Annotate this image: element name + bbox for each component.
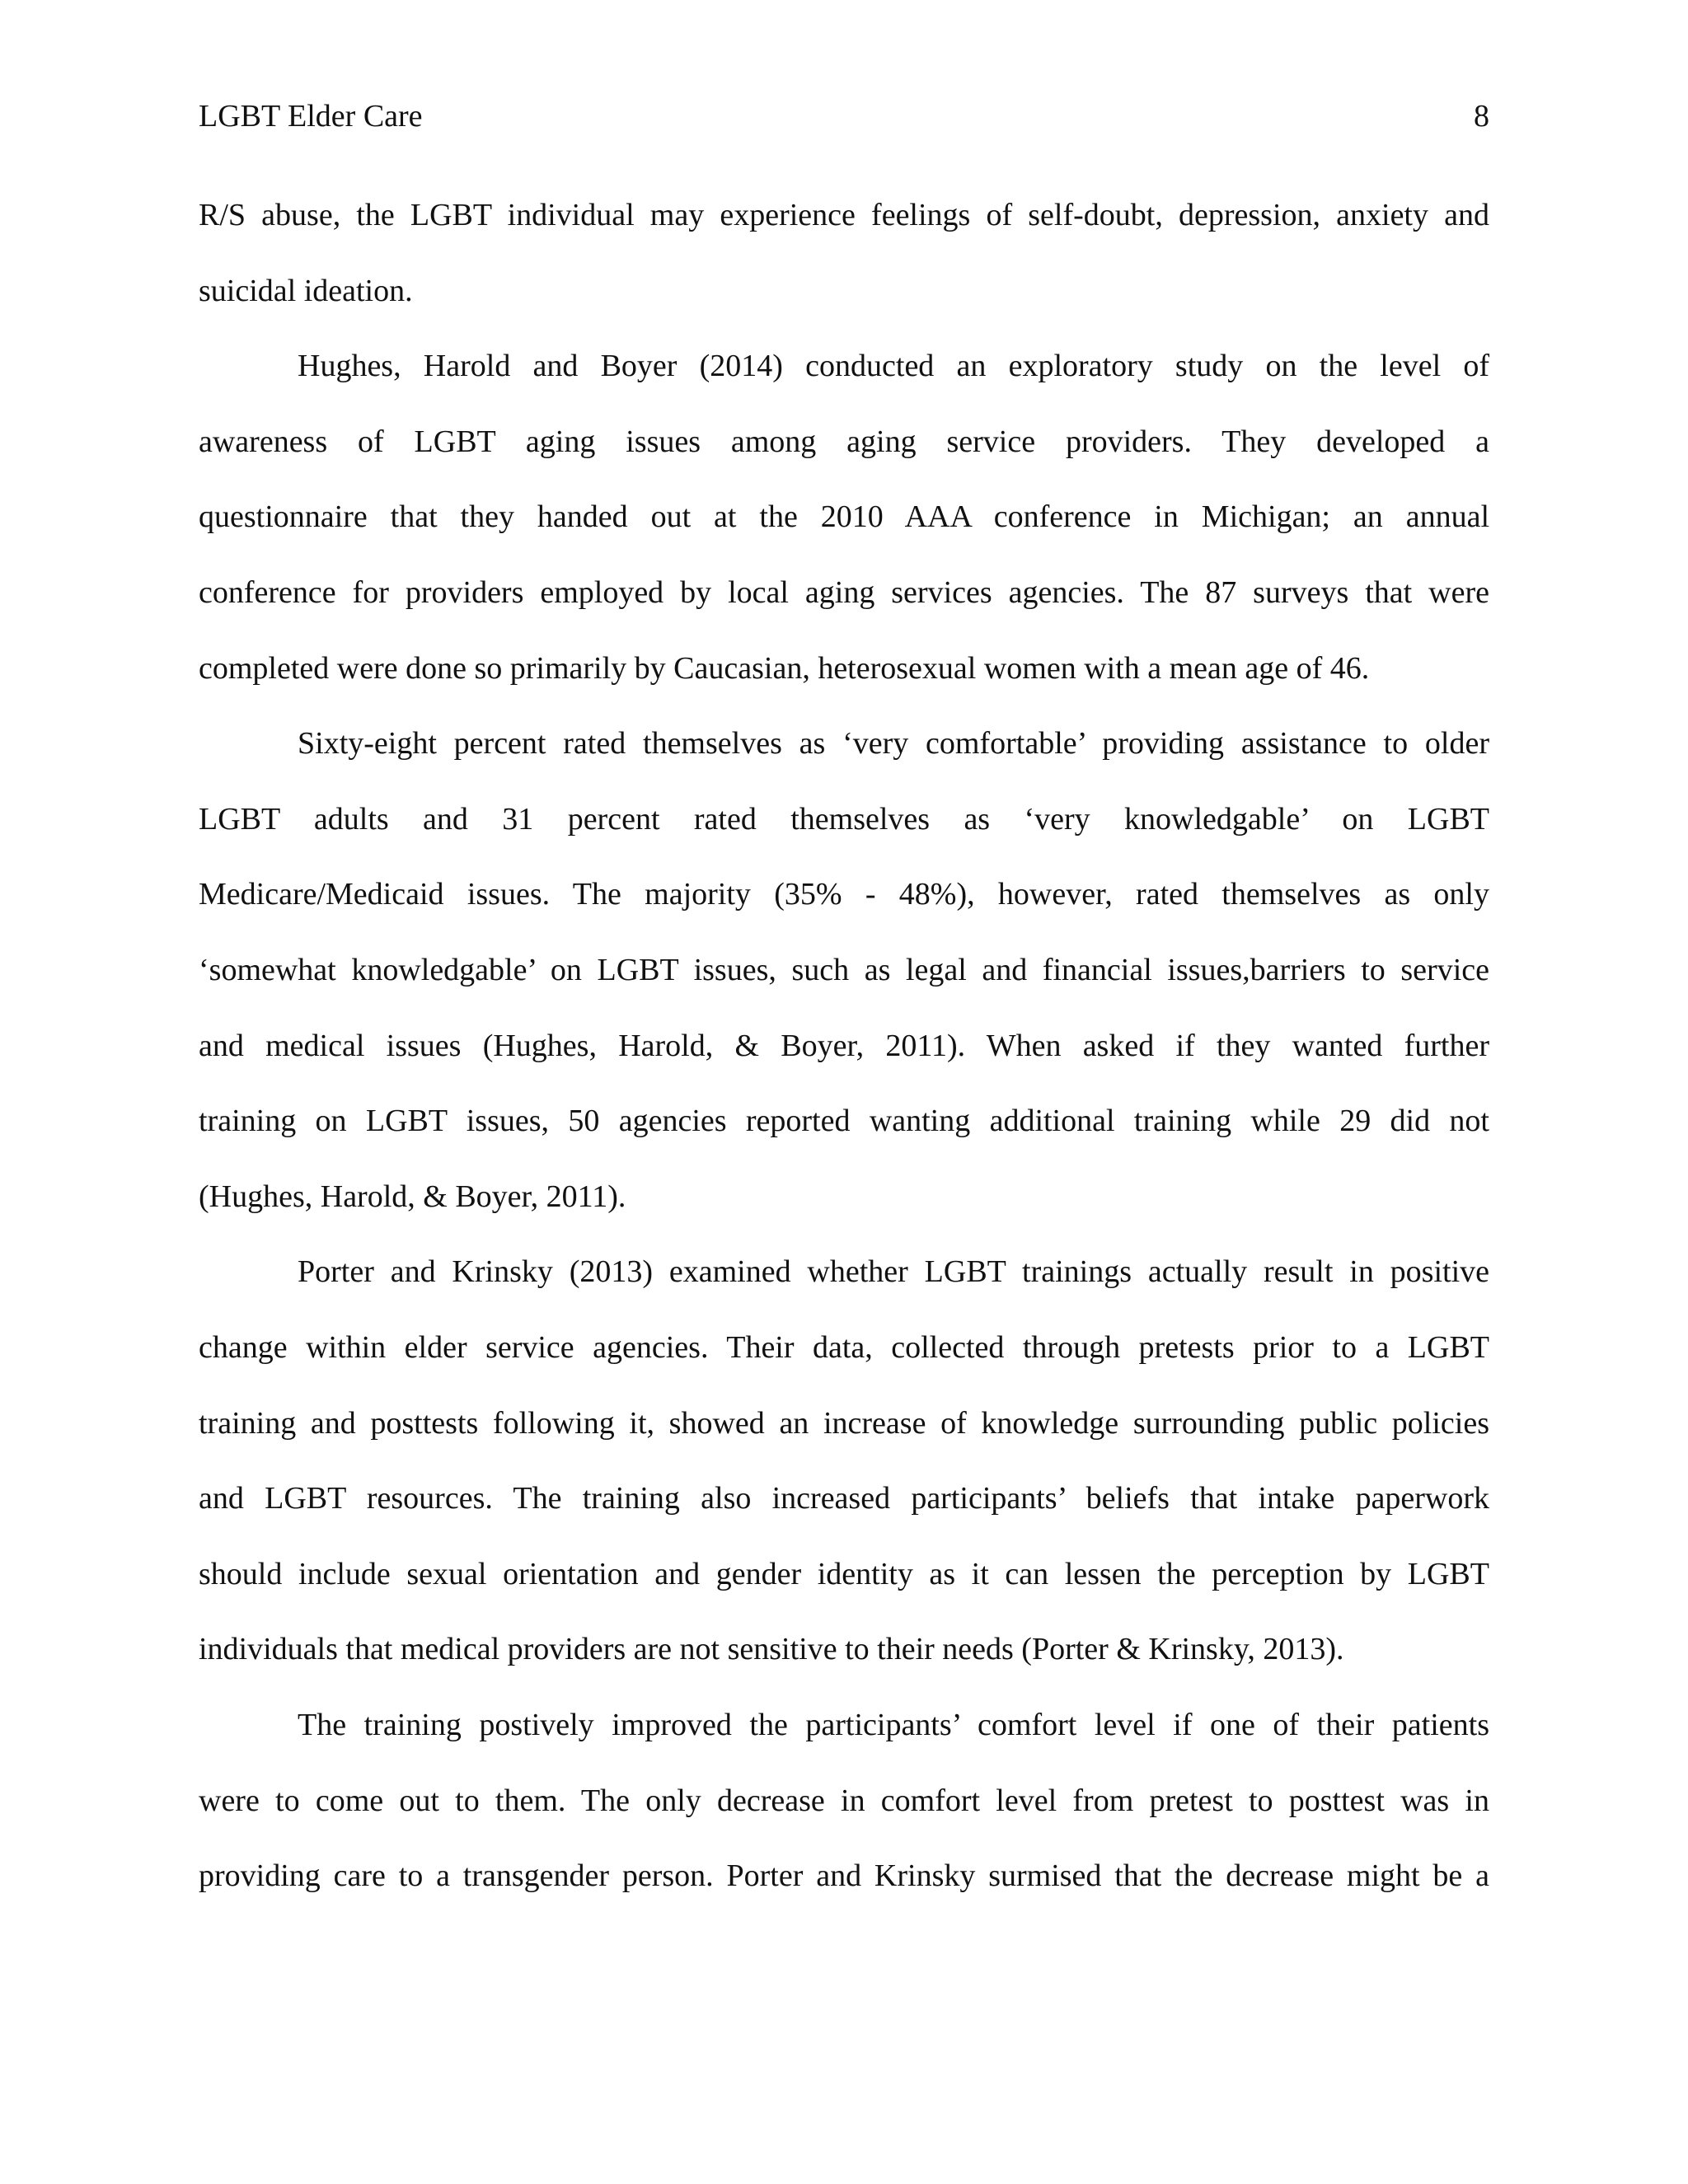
body-line: suicidal ideation. xyxy=(199,274,413,308)
body-line: change within elder service agencies. Their data, collected through pretests prior to a LGBT xyxy=(199,1330,1489,1365)
body-line: R/S abuse, the LGBT individual may experience feelings of self-doubt, depression, anxiety and xyxy=(199,198,1489,232)
body-line: Medicare/Medicaid issues. The majority (35% - 48%), however, rated themselves as only xyxy=(199,877,1489,912)
body-line: LGBT adults and 31 percent rated themselves as ‘very knowledgable’ on LGBT xyxy=(199,802,1489,837)
body-line: training on LGBT issues, 50 agencies reported wanting additional training while 29 did not xyxy=(199,1104,1489,1138)
body-line: and medical issues (Hughes, Harold, & Boyer, 2011). When asked if they wanted further xyxy=(199,1029,1489,1063)
body-line: awareness of LGBT aging issues among aging service providers. They developed a xyxy=(199,424,1489,459)
body-line: The training postively improved the participants’ comfort level if one of their patients xyxy=(298,1708,1489,1742)
body-line: individuals that medical providers are not sensitive to their needs (Porter & Krinsky, 2013). xyxy=(199,1632,1344,1666)
body-line: and LGBT resources. The training also increased participants’ beliefs that intake paperwork xyxy=(199,1481,1489,1516)
body-line: Sixty-eight percent rated themselves as ‘very comfortable’ providing assistance to older xyxy=(298,726,1489,761)
body-line: (Hughes, Harold, & Boyer, 2011). xyxy=(199,1179,626,1214)
body-line: Hughes, Harold and Boyer (2014) conducted an exploratory study on the level of xyxy=(298,349,1489,383)
body-line: should include sexual orientation and gender identity as it can lessen the perception by LGBT xyxy=(199,1557,1489,1591)
body-line: Porter and Krinsky (2013) examined whether LGBT trainings actually result in positive xyxy=(298,1254,1489,1289)
body-line: completed were done so primarily by Caucasian, heterosexual women with a mean age of 46. xyxy=(199,651,1370,686)
body-line: were to come out to them. The only decrease in comfort level from pretest to posttest was in xyxy=(199,1783,1489,1818)
running-head: LGBT Elder Care xyxy=(199,99,423,134)
page-number: 8 xyxy=(1474,99,1489,134)
body-line: providing care to a transgender person. Porter and Krinsky surmised that the decrease might be a xyxy=(199,1858,1489,1893)
body-line: ‘somewhat knowledgable’ on LGBT issues, such as legal and financial issues,barriers to service xyxy=(199,953,1489,987)
body-line: training and posttests following it, showed an increase of knowledge surrounding public policies xyxy=(199,1406,1489,1441)
body-line: questionnaire that they handed out at the 2010 AAA conference in Michigan; an annual xyxy=(199,499,1489,534)
body-line: conference for providers employed by local aging services agencies. The 87 surveys that were xyxy=(199,575,1489,610)
